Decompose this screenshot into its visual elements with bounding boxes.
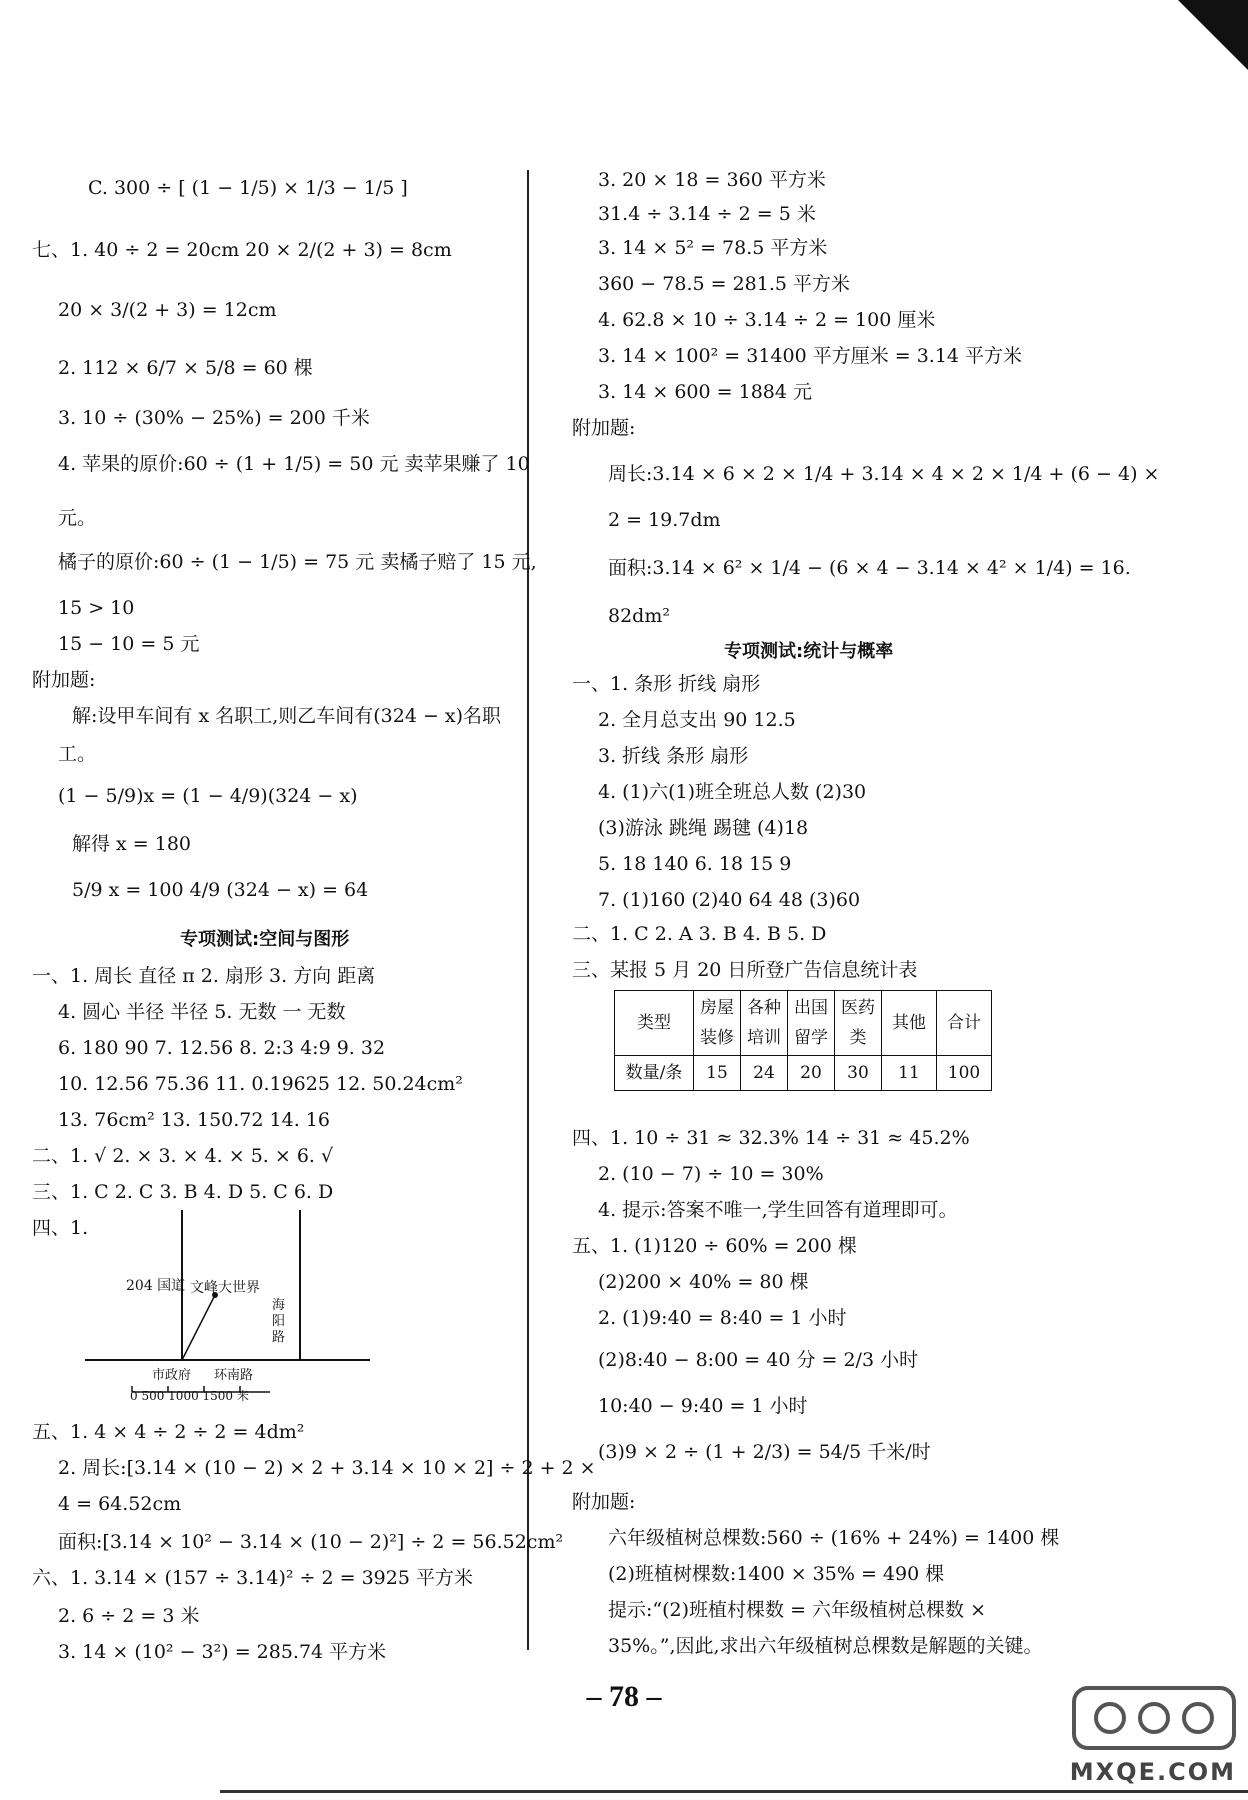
answer-line: 解:设甲车间有 x 名职工,则乙车间有(324 − x)名职 (72, 705, 502, 727)
answer-line: 五、1. (1)120 ÷ 60% = 200 棵 (572, 1235, 857, 1257)
table-cell: 24 (741, 1056, 788, 1091)
ad-stats-table (614, 990, 992, 1091)
table-cell: 100 (937, 1056, 992, 1091)
section-label: 附加题: (572, 417, 636, 439)
table-header-row (615, 991, 992, 1056)
table-cell: 医药类 (835, 991, 882, 1056)
answer-line: 二、1. √ 2. × 3. × 4. × 5. × 6. √ (32, 1145, 334, 1167)
answer-line: 3. 20 × 18 = 360 平方米 (598, 169, 826, 191)
answer-line: 周长:3.14 × 6 × 2 × 1/4 + 3.14 × 4 × 2 × 1/4 + (6 − 4) × (608, 463, 1160, 485)
answer-line: 360 − 78.5 = 281.5 平方米 (598, 273, 851, 295)
answer-line: 六年级植树总棵数:560 ÷ (16% + 24%) = 1400 棵 (608, 1527, 1060, 1549)
table-caption: 三、某报 5 月 20 日所登广告信息统计表 (572, 959, 918, 981)
column-divider (527, 170, 529, 1650)
answer-line: 四、1. (32, 1217, 89, 1239)
answer-line: 4. (1)六(1)班全班总人数 (2)30 (598, 781, 867, 803)
answer-line: 面积:[3.14 × 10² − 3.14 × (10 − 2)²] ÷ 2 = 56.52cm² (58, 1531, 564, 1553)
answer-line: 3. 14 × 5² = 78.5 平方米 (598, 237, 828, 259)
watermark-text: MXQE.COM (1069, 1758, 1236, 1786)
answer-line: 4. 62.8 × 10 ÷ 3.14 ÷ 2 = 100 厘米 (598, 309, 936, 331)
answer-line: 工。 (58, 743, 97, 765)
answer-line: 3. 14 × 100² = 31400 平方厘米 = 3.14 平方米 (598, 345, 1023, 367)
table-cell: 出国留学 (788, 991, 835, 1056)
section-heading: 专项测试:统计与概率 (724, 641, 894, 662)
table-cell: 数量/条 (615, 1056, 694, 1091)
answer-line: 五、1. 4 × 4 ÷ 2 ÷ 2 = 4dm² (32, 1421, 305, 1443)
place-label: 文峰大世界 (190, 1280, 260, 1296)
answer-line: 2. 周长:[3.14 × (10 − 2) × 2 + 3.14 × 10 × 2] ÷ 2 + 2 × (58, 1457, 596, 1479)
table-cell: 类型 (615, 991, 694, 1056)
city-hall-label: 市政府 (152, 1368, 192, 1383)
answer-line: 面积:3.14 × 6² × 1/4 − (6 × 4 − 3.14 × 4² × 1/4) = 16. (608, 557, 1131, 579)
answer-line: 六、1. 3.14 × (157 ÷ 3.14)² ÷ 2 = 3925 平方米 (32, 1567, 473, 1589)
answer-line: 3. 14 × (10² − 3²) = 285.74 平方米 (58, 1641, 387, 1663)
answer-line: 橘子的原价:60 ÷ (1 − 1/5) = 75 元 卖橘子赔了 15 元, (58, 551, 537, 573)
answer-line: (2)8:40 − 8:00 = 40 分 = 2/3 小时 (598, 1349, 919, 1371)
answer-line: 2 = 19.7dm (608, 509, 721, 531)
answer-line: 2. 6 ÷ 2 = 3 米 (58, 1605, 200, 1627)
table-cell: 30 (835, 1056, 882, 1091)
answer-line: 5/9 x = 100 4/9 (324 − x) = 64 (72, 879, 369, 901)
answer-line: 七、1. 40 ÷ 2 = 20cm 20 × 2/(2 + 3) = 8cm (32, 239, 452, 261)
answer-line: 元。 (58, 507, 97, 529)
answer-line: 4. 圆心 半径 半径 5. 无数 一 无数 (58, 1001, 346, 1023)
scale-label: 0 500 1000 1500 米 (130, 1389, 249, 1403)
road-huannan-label: 环南路 (214, 1368, 254, 1383)
answer-line: 二、1. C 2. A 3. B 4. B 5. D (572, 923, 827, 945)
page-corner-mark (1178, 0, 1248, 70)
answer-line: 82dm² (608, 605, 670, 627)
table-row (615, 1056, 992, 1091)
answer-line: 3. 折线 条形 扇形 (598, 745, 749, 767)
answer-line: 三、1. C 2. C 3. B 4. D 5. C 6. D (32, 1181, 334, 1203)
answer-line: 10:40 − 9:40 = 1 小时 (598, 1395, 808, 1417)
answer-line: 31.4 ÷ 3.14 ÷ 2 = 5 米 (598, 203, 816, 225)
answer-line: (2)200 × 40% = 80 棵 (598, 1271, 809, 1293)
answer-line: 提示:“(2)班植村棵数 = 六年级植树总棵数 × (608, 1599, 986, 1621)
answer-line: 4. 苹果的原价:60 ÷ (1 + 1/5) = 50 元 卖苹果赚了 10 (58, 453, 530, 475)
section-heading: 专项测试:空间与图形 (180, 929, 350, 950)
table-cell: 15 (694, 1056, 741, 1091)
answer-line: 15 − 10 = 5 元 (58, 633, 200, 655)
answer-line: 7. (1)160 (2)40 64 48 (3)60 (598, 889, 861, 911)
answer-line: 一、1. 周长 直径 π 2. 扇形 3. 方向 距离 (32, 965, 376, 987)
map-figure (80, 1210, 380, 1410)
answer-line: 2. (1)9:40 = 8:40 = 1 小时 (598, 1307, 847, 1329)
table-cell: 其他 (882, 991, 937, 1056)
table-cell: 房屋装修 (694, 991, 741, 1056)
table-cell: 各种培训 (741, 991, 788, 1056)
answer-line: 四、1. 10 ÷ 31 ≈ 32.3% 14 ÷ 31 ≈ 45.2% (572, 1127, 970, 1149)
answer-line: (3)9 × 2 ÷ (1 + 2/3) = 54/5 千米/时 (598, 1441, 931, 1463)
answer-line: 2. 全月总支出 90 12.5 (598, 709, 796, 731)
answer-line: 35%。”,因此,求出六年级植树总棵数是解题的关键。 (608, 1635, 1043, 1657)
answer-line: 6. 180 90 7. 12.56 8. 2:3 4:9 9. 32 (58, 1037, 386, 1059)
answer-line: 3. 14 × 600 = 1884 元 (598, 381, 813, 403)
answer-line: C. 300 ÷ [ (1 − 1/5) × 1/3 − 1/5 ] (88, 177, 408, 199)
answer-line: (3)游泳 跳绳 踢毽 (4)18 (598, 817, 809, 839)
answer-line: 4. 提示:答案不唯一,学生回答有道理即可。 (598, 1199, 958, 1221)
section-label: 附加题: (572, 1491, 636, 1513)
answer-line: 解得 x = 180 (72, 833, 192, 855)
page-number: – 78 – (586, 1680, 662, 1713)
answer-line: 4 = 64.52cm (58, 1493, 182, 1515)
table-cell: 合计 (937, 991, 992, 1056)
answer-line: 5. 18 140 6. 18 15 9 (598, 853, 792, 875)
table-cell: 20 (788, 1056, 835, 1091)
answer-line: 20 × 3/(2 + 3) = 12cm (58, 299, 277, 321)
answer-line: (2)班植树棵数:1400 × 35% = 490 棵 (608, 1563, 945, 1585)
answer-line: 2. 112 × 6/7 × 5/8 = 60 棵 (58, 357, 313, 379)
answer-line: 10. 12.56 75.36 11. 0.19625 12. 50.24cm² (58, 1073, 463, 1095)
road-204-label: 204 国道 (126, 1278, 186, 1294)
answer-line: 13. 76cm² 13. 150.72 14. 16 (58, 1109, 330, 1131)
answer-line: 2. (10 − 7) ÷ 10 = 30% (598, 1163, 824, 1185)
answer-line: 15 > 10 (58, 597, 135, 619)
section-label: 附加题: (32, 669, 96, 691)
answer-line: (1 − 5/9)x = (1 − 4/9)(324 − x) (58, 785, 358, 807)
answer-line: 一、1. 条形 折线 扇形 (572, 673, 761, 695)
answer-line: 3. 10 ÷ (30% − 25%) = 200 千米 (58, 407, 370, 429)
table-cell: 11 (882, 1056, 937, 1091)
road-haiyang-label: 海阳路 (272, 1298, 286, 1345)
